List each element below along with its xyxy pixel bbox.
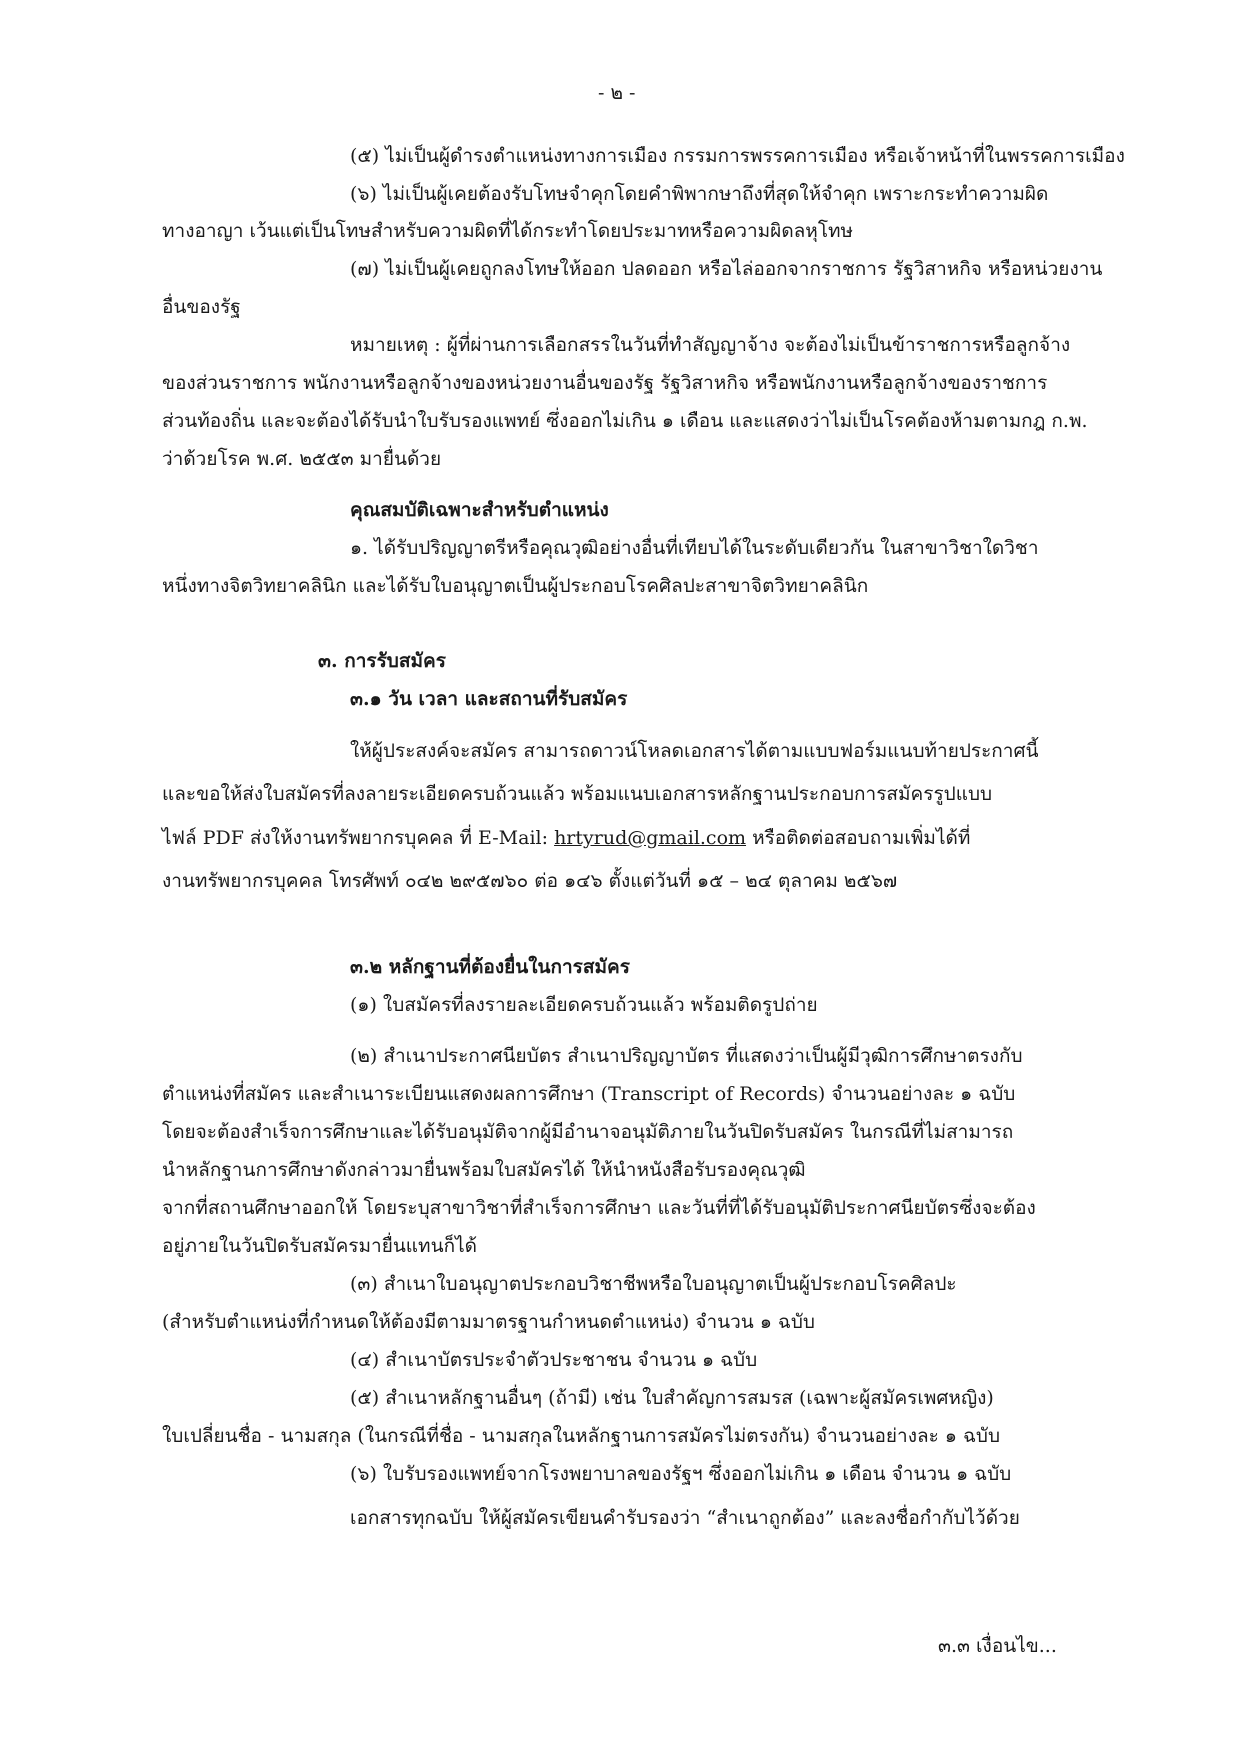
specific-item-1-line-2: หนึ่งทางจิตวิทยาคลินิก และได้รับใบอนุญาตเป็นผู้ประกอบโรคศิลปะสาขาจิตวิทยาคลินิก <box>162 575 869 597</box>
application-info-line-3-end: หรือติดต่อสอบถามเพิ่มได้ที่ <box>746 827 971 849</box>
document-item-1: (๑) ใบสมัครที่ลงรายละเอียดครบถ้วนแล้ว พร้อมติดรูปถ่าย <box>350 994 818 1016</box>
specific-qualifications-heading: คุณสมบัติเฉพาะสำหรับตำแหน่ง <box>350 499 609 521</box>
application-info-line-3-start: ไฟล์ PDF ส่งให้งานทรัพยากรบุคคล ที่ E-Mail: <box>162 827 555 849</box>
document-item-2-line-3: โดยจะต้องสำเร็จการศึกษาและได้รับอนุมัติจากผู้มีอำนาจอนุมัติภายในวันปิดรับสมัคร ในกรณีที่ไม่สามารถ <box>162 1121 1014 1143</box>
document-item-4: (๔) สำเนาบัตรประจำตัวประชาชน จำนวน ๑ ฉบับ <box>350 1349 758 1371</box>
application-date-place-heading: ๓.๑ วัน เวลา และสถานที่รับสมัคร <box>350 688 628 710</box>
document-item-3-line-1: (๓) สำเนาใบอนุญาตประกอบวิชาชีพหรือใบอนุญาตเป็นผู้ประกอบโรคศิลปะ <box>350 1273 957 1295</box>
application-info-line-1: ให้ผู้ประสงค์จะสมัคร สามารถดาวน์โหลดเอกสารได้ตามแบบฟอร์มแนบท้ายประกาศนี้ <box>350 740 1039 762</box>
document-item-3-line-2: (สำหรับตำแหน่งที่กำหนดให้ต้องมีตามมาตรฐานกำหนดตำแหน่ง) จำนวน ๑ ฉบับ <box>162 1311 815 1333</box>
application-info-line-2: และขอให้ส่งใบสมัครที่ลงลายระเอียดครบถ้วนแล้ว พร้อมแนบเอกสารหลักฐานประกอบการสมัครรูปแบบ <box>162 783 993 805</box>
qualification-item-6-line-2: ทางอาญา เว้นแต่เป็นโทษสำหรับความผิดที่ได้กระทำโดยประมาทหรือความผิดลหุโทษ <box>162 220 854 242</box>
email-link[interactable]: hrtyrud@gmail.com <box>554 827 747 849</box>
note-line-1: หมายเหตุ : ผู้ที่ผ่านการเลือกสรรในวันที่ทำสัญญาจ้าง จะต้องไม่เป็นข้าราชการหรือลูกจ้าง <box>350 334 1071 356</box>
required-documents-heading: ๓.๒ หลักฐานที่ต้องยื่นในการสมัคร <box>350 956 630 978</box>
qualification-item-7-line-1: (๗) ไม่เป็นผู้เคยถูกลงโทษให้ออก ปลดออก หรือไล่ออกจากราชการ รัฐวิสาหกิจ หรือหน่วยงาน <box>350 258 1103 280</box>
application-info-line-4: งานทรัพยากรบุคคล โทรศัพท์ ๐๔๒ ๒๙๕๗๖๐ ต่อ ๑๔๖ ตั้งแต่วันที่ ๑๕ – ๒๔ ตุลาคม ๒๕๖๗ <box>162 870 898 892</box>
document-item-2-line-6: อยู่ภายในวันปิดรับสมัครมายื่นแทนก็ได้ <box>162 1235 477 1257</box>
document-item-2-line-1: (๒) สำเนาประกาศนียบัตร สำเนาปริญญาบัตร ที่แสดงว่าเป็นผู้มีวุฒิการศึกษาตรงกับ <box>350 1045 1023 1067</box>
application-info-line-3 <box>162 825 970 851</box>
note-line-4: ว่าด้วยโรค พ.ศ. ๒๕๕๓ มายื่นด้วย <box>162 448 442 470</box>
specific-item-1-line-1: ๑. ได้รับปริญญาตรีหรือคุณวุฒิอย่างอื่นที่เทียบได้ในระดับเดียวกัน ในสาขาวิชาใดวิชา <box>350 537 1039 559</box>
document-item-2-line-4: นำหลักฐานการศึกษาดังกล่าวมายื่นพร้อมใบสมัครได้ ให้นำหนังสือรับรองคุณวุฒิ <box>162 1159 806 1181</box>
note-line-2: ของส่วนราชการ พนักงานหรือลูกจ้างของหน่วยงานอื่นของรัฐ รัฐวิสาหกิจ หรือพนักงานหรือลูกจ้างของราชการ <box>162 372 1048 394</box>
note-line-3: ส่วนท้องถิ่น และจะต้องได้รับนำใบรับรองแพทย์ ซึ่งออกไม่เกิน ๑ เดือน และแสดงว่าไม่เป็นโรคต้องห้ามตามกฎ ก.พ. <box>162 410 1088 432</box>
document-item-5-line-2: ใบเปลี่ยนชื่อ - นามสกุล (ในกรณีที่ชื่อ - นามสกุลในหลักฐานการสมัครไม่ตรงกัน) จำนวนอย่างละ ๑ ฉบับ <box>162 1425 1001 1447</box>
qualification-item-6-line-1: (๖) ไม่เป็นผู้เคยต้องรับโทษจำคุกโดยคำพิพากษาถึงที่สุดให้จำคุก เพราะกระทำความผิด <box>350 183 1049 205</box>
continuation-marker: ๓.๓ เงื่อนไข... <box>938 1635 1057 1657</box>
document-item-2-line-2: ตำแหน่งที่สมัคร และสำเนาระเบียนแสดงผลการศึกษา (Transcript of Records) จำนวนอย่างละ ๑ ฉบับ <box>162 1083 1016 1105</box>
application-heading: ๓. การรับสมัคร <box>318 650 446 672</box>
certification-note: เอกสารทุกฉบับ ให้ผู้สมัครเขียนคำรับรองว่า “สำเนาถูกต้อง” และลงชื่อกำกับไว้ด้วย <box>350 1507 1020 1529</box>
page-number: - ๒ - <box>598 82 636 104</box>
qualification-item-5: (๕) ไม่เป็นผู้ดำรงตำแหน่งทางการเมือง กรรมการพรรคการเมือง หรือเจ้าหน้าที่ในพรรคการเมือง <box>350 145 1125 167</box>
qualification-item-7-line-2: อื่นของรัฐ <box>162 296 241 318</box>
document-item-6: (๖) ใบรับรองแพทย์จากโรงพยาบาลของรัฐฯ ซึ่งออกไม่เกิน ๑ เดือน จำนวน ๑ ฉบับ <box>350 1463 1012 1485</box>
document-item-2-line-5: จากที่สถานศึกษาออกให้ โดยระบุสาขาวิชาที่สำเร็จการศึกษา และวันที่ที่ได้รับอนุมัติประกาศนียบัตรซึ่งจะต้อง <box>162 1197 1036 1219</box>
document-item-5-line-1: (๕) สำเนาหลักฐานอื่นๆ (ถ้ามี) เช่น ใบสำคัญการสมรส (เฉพาะผู้สมัครเพศหญิง) <box>350 1387 994 1409</box>
